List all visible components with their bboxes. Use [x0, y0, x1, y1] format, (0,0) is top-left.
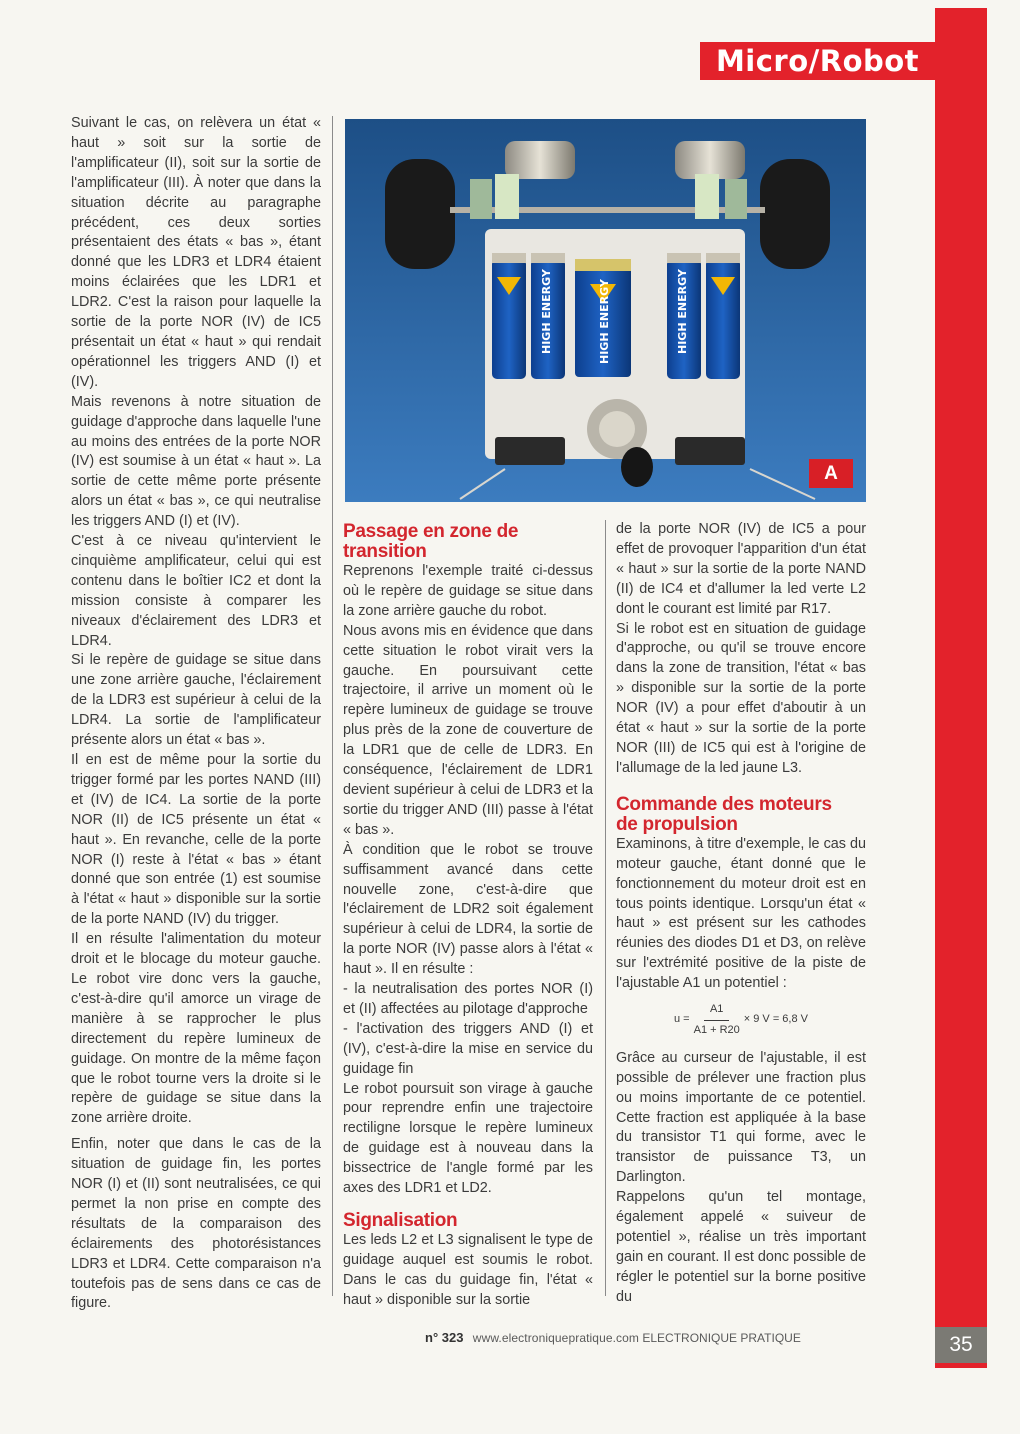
paragraph: Nous avons mis en évidence que dans cette situation le robot virait vers la gauche. En poursuivant cette trajectoire, il arrive un moment où le repère lumineux de guidage se trouve plus près de la zone de couverture de la LDR1 que de celle de LDR3. En conséquence, l'éclairement de LDR1 devient supérieur à celui de LDR3 et la sortie du trigger AND (III) passe à l'état « bas ». [343, 622, 593, 838]
column-divider [605, 520, 606, 1296]
paragraph: de la porte NOR (IV) de IC5 a pour effet de provoquer l'apparition d'un état « haut » sur la sortie de la porte NAND (II) de IC4 et d'allumer la led verte L2 dont le courant est limité par R17. [616, 521, 866, 617]
paragraph: Examinons, à titre d'exemple, le cas du moteur gauche, étant donné que le fonctionnement du moteur droit est en tous points identique. Lorsqu'un état « haut » est présent sur les cathodes réunies des diodes D1 et D3, on relève sur l'extrémité positive de la piste de l'ajustable A1 un potentiel : [616, 835, 866, 992]
formula-numerator: A1 [704, 1000, 729, 1021]
photo-label: A [809, 459, 853, 488]
battery-label: HIGH ENERGY [676, 269, 689, 354]
formula-lhs: u = [674, 1013, 690, 1026]
page-edge-bar [935, 8, 987, 1368]
page-number: 35 [935, 1327, 987, 1363]
paragraph: Reprenons l'exemple traité ci-dessus où le repère de guidage se situe dans la zone arrière gauche du robot. [343, 563, 593, 619]
paragraph: Si le repère de guidage se situe dans une zone arrière gauche, l'éclairement de la LDR3 est supérieur à celui de la LDR4. La sortie de l'amplificateur présente alors un état « bas ». [71, 652, 321, 749]
paragraph: Il en résulte l'alimentation du moteur droit et le blocage du moteur gauche. Le robot vire donc vers la gauche, c'est-à-dire qu'il amorce un virage de manière à se rapprocher le plus directement du repère lumineux de guidage. On montre de la même façon que le robot tourne vers la droite si le repère de guidage se situe dans la zone arrière droite. [71, 931, 321, 1127]
website-link[interactable]: www.electroniquepratique.com [472, 1331, 640, 1345]
paragraph: - la neutralisation des portes NOR (I) et (II) affectées au pilotage d'approche [343, 981, 593, 1017]
paragraph: Grâce au curseur de l'ajustable, il est possible de prélever une fraction plus ou moins importante de ce potentiel. Cette fraction est appliquée à la base du transistor T1 qui forme, avec le transistor de puissance T3, un Darlington. [616, 1049, 866, 1186]
subheading: Signalisation [343, 1210, 458, 1231]
battery-label: HIGH ENERGY [540, 269, 553, 354]
subheading: Commande des moteurs de propulsion [616, 793, 832, 835]
paragraph: Il en est de même pour la sortie du trigger formé par les portes NAND (III) et (IV) de IC4. La sortie de la porte NOR (II) de IC5 présente un état « haut ». En revanche, celle de la porte NOR (I) reste à l'état « bas » étant donné que son entrée (1) est soumise à l'état « haut » disponible sur la sortie de la porte NAND (IV) du trigger. [71, 752, 321, 928]
section-title: Micro/Robot [700, 42, 935, 80]
paragraph: Si le robot est en situation de guidage d'approche, ou qu'il se trouve encore dans la zone de transition, l'état « bas » disponible sur la sortie de la porte NOR (IV) a pour effet d'aboutir à un état « haut » sur la sortie de la porte NOR (III) de IC5 qui est à l'origine de l'allumage de la led jaune L3. [616, 620, 866, 776]
paragraph: Rappelons qu'un tel montage, également appelé « suiveur de potentiel », réalise un très important gain en courant. Il est donc possible de régler le potentiel sur la borne positive du [616, 1189, 866, 1305]
paragraph: À condition que le robot se trouve suffisamment avancé dans cette nouvelle zone, c'est-à-dire que l'éclairement de LDR2 soit également supérieur à celui de LDR4, la sortie de la porte NOR (IV) passe alors à l'état « haut ». Il en résulte : [343, 841, 593, 978]
paragraph: Enfin, noter que dans le cas de la situation de guidage fin, les portes NOR (I) et (II) sont neutralisées, ce qui permet la non prise en compte des résultats de la comparaison des éclairements des photorésistances LDR3 et LDR4. Cette comparaison n'a toutefois pas de sens dans ce cas de figure. [71, 1136, 321, 1312]
formula-fraction [694, 1000, 740, 1041]
battery-label: HIGH ENERGY [598, 279, 611, 364]
paragraph: Suivant le cas, on relèvera un état « haut » soit sur la sortie de l'amplificateur (II), soit sur la sortie de l'amplificateur (III). À noter que dans la situation décrite au paragraphe précédent, ces deux sorties présentaient des états « bas », étant donné que les LDR3 et LDR4 étaient moins éclairées que les LDR1 et LDR2. C'est la raison pour laquelle la sortie de la porte NOR (IV) de IC5 présentait un état « haut » qui rendait opérationnel les triggers AND (I) et (IV). [71, 115, 321, 390]
paragraph: C'est à ce niveau qu'intervient le cinquième amplificateur, celui qui est contenu dans le boîtier IC2 et dont la mission consiste à comparer les niveaux d'éclairement des LDR3 et LDR4. [71, 533, 321, 649]
paragraph: Le robot poursuit son virage à gauche pour reprendre enfin une trajectoire rectiligne lorsque le repère lumineux de guidage est à nouveau dans la bissectrice de l'angle formé par les axes des LDR1 et LD2. [343, 1080, 593, 1197]
paragraph: - l'activation des triggers AND (I) et (IV), c'est-à-dire la mise en service du guidage fin [343, 1020, 593, 1077]
column-divider [332, 116, 333, 1296]
formula [616, 1000, 866, 1041]
right-wheel [760, 159, 830, 269]
left-wheel [385, 159, 455, 269]
column-3 [616, 520, 866, 1308]
subheading: Passage en zone de transition [343, 521, 519, 562]
formula-denominator: A1 + R20 [693, 1023, 740, 1036]
magazine-name: ELECTRONIQUE PRATIQUE [642, 1331, 801, 1345]
paragraph: Les leds L2 et L3 signalisent le type de guidage auquel est soumis le robot. Dans le cas du guidage fin, l'état « haut » disponible sur la sortie [343, 1232, 593, 1308]
column-2 [343, 522, 593, 1311]
issue-number: n° 323 [425, 1330, 464, 1345]
paragraph: Mais revenons à notre situation de guidage d'approche dans laquelle l'une au moins des entrées de la porte NOR (IV) est soumise à un état « haut ». La sortie de cette même porte présente alors un état « bas », ce qui neutralise les triggers AND (I) et (IV). [71, 393, 321, 530]
page-footer [425, 1330, 865, 1345]
column-1 [71, 114, 321, 1314]
formula-rhs: × 9 V = 6,8 V [743, 1013, 808, 1026]
robot-photo [345, 119, 866, 502]
